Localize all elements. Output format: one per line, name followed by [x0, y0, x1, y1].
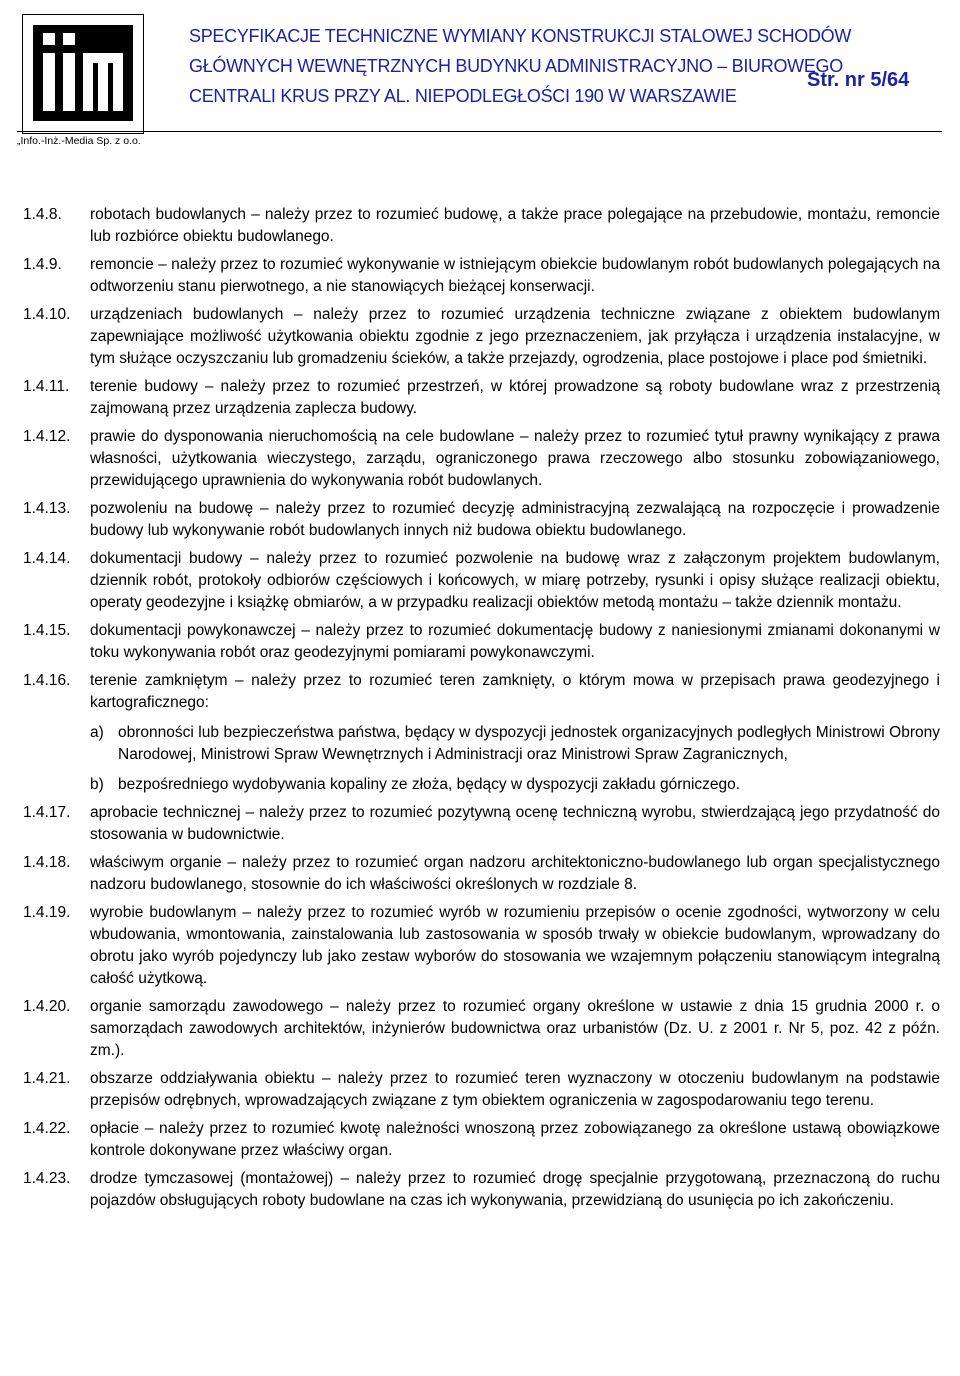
definitions-list: [23, 204, 940, 1218]
definition-subitem: [90, 774, 940, 796]
definition-number: 1.4.19.: [23, 904, 71, 921]
subitem-letter: b): [90, 776, 104, 793]
definition-text: pozwoleniu na budowę – należy przez to rozumieć decyzję administracyjną zezwalającą na rozpoczęcie i prowadzenie budowy lub wykonywanie robót budowlanych innych niż budowa obiektu budowlanego.: [90, 500, 940, 539]
definition-text: urządzeniach budowlanych – należy przez to rozumieć urządzenia techniczne związane z obiektem budowlanym zapewniające możliwość użytkowania obiektu zgodnie z jego przeznaczeniem, jak przyłącza i urządzenia instalacyjne, w tym służące oczyszczaniu lub gromadzeniu ścieków, a także przejazdy, ogrodzenia, place postojowe i place pod śmietniki.: [90, 306, 940, 367]
definition-item: [23, 204, 940, 248]
company-name: „Info.-Inż.-Media Sp. z o.o.: [17, 135, 141, 147]
definition-text: obszarze oddziaływania obiektu – należy przez to rozumieć teren wyznaczony w otoczeniu budowlanym na podstawie przepisów odrębnych, wprowadzających związane z tym obiektem ograniczenia w zagospodarowaniu tego terenu.: [90, 1070, 940, 1109]
definition-text: dokumentacji budowy – należy przez to rozumieć pozwolenie na budowę wraz z załączonym projektem budowlanym, dziennik robót, protokoły odbiorów częściowych i końcowych, w miarę potrzeby, rysunki i opisy służące realizacji obiektu, operaty geodezyjne i książkę obmiarów, a w przypadku realizacji obiektów metodą montażu – także dziennik montażu.: [90, 550, 940, 611]
definition-text: remoncie – należy przez to rozumieć wykonywanie w istniejącym obiekcie budowlanym robót budowlanych polegających na odtworzeniu stanu pierwotnego, a nie stanowiących bieżącej konserwacji.: [90, 256, 940, 295]
definition-item: [23, 426, 940, 492]
subitem-letter: a): [90, 724, 104, 741]
definition-text: opłacie – należy przez to rozumieć kwotę należności wnoszoną przez zobowiązanego za określone ustawą obowiązkowe kontrole dokonywane przez właściwy organ.: [90, 1120, 940, 1159]
header-title-line-2: GŁÓWNYCH WEWNĘTRZNYCH BUDYNKU ADMINISTRACYJNO – BIUROWEGO: [189, 56, 843, 76]
definition-number: 1.4.18.: [23, 854, 71, 871]
definition-text: aprobacie technicznej – należy przez to rozumieć pozytywną ocenę techniczną wyrobu, stwierdzającą jego przydatność do stosowania w budownictwie.: [90, 804, 940, 843]
definition-number: 1.4.16.: [23, 672, 71, 689]
definition-text: terenie budowy – należy przez to rozumieć przestrzeń, w której prowadzone są roboty budowlane wraz z przestrzenią zajmowaną przez urządzenia zaplecza budowy.: [90, 378, 940, 417]
definition-number: 1.4.8.: [23, 206, 62, 223]
definition-number: 1.4.21.: [23, 1070, 71, 1087]
definition-text: organie samorządu zawodowego – należy przez to rozumieć organy określone w ustawie z dnia 15 grudnia 2000 r. o samorządach zawodowych architektów, inżynierów budownictwa oraz urbanistów (Dz. U. z 2001 r. Nr 5, poz. 42 z późn. zm.).: [90, 998, 940, 1059]
definition-item: [23, 254, 940, 298]
definition-text: drodze tymczasowej (montażowej) – należy przez to rozumieć drogę specjalnie przygotowaną, przeznaczoną do ruchu pojazdów obsługujących roboty budowlane na czas ich wykonywania, przewidzianą do usunięcia po ich zakończeniu.: [90, 1170, 940, 1209]
definition-number: 1.4.20.: [23, 998, 71, 1015]
definition-item: [23, 996, 940, 1062]
definition-item: [23, 498, 940, 542]
page-header: [17, 14, 942, 147]
iim-logo-icon: [33, 25, 133, 121]
definition-item: [23, 304, 940, 370]
definition-text: prawie do dysponowania nieruchomością na cele budowlane – należy przez to rozumieć tytuł prawny wynikający z prawa własności, użytkowania wieczystego, zarządu, ograniczonego prawa rzeczowego albo stosunku zobowiązaniowego, przewidującego uprawnienia do wykonywania robót budowlanych.: [90, 428, 940, 489]
definition-text: dokumentacji powykonawczej – należy przez to rozumieć dokumentację budowy z naniesionymi zmianami dokonanymi w toku wykonywania robót oraz geodezyjnymi pomiarami powykonawczymi.: [90, 622, 940, 661]
definition-number: 1.4.9.: [23, 256, 62, 273]
definition-item: [23, 1118, 940, 1162]
subitem-text: obronności lub bezpieczeństwa państwa, będący w dyspozycji jednostek organizacyjnych podległych Ministrowi Obrony Narodowej, Ministrowi Spraw Wewnętrznych i Administracji oraz Ministrowi Spraw Zagranicznych,: [118, 724, 940, 763]
header-titles: [189, 21, 852, 111]
definition-item: [23, 376, 940, 420]
definition-number: 1.4.15.: [23, 622, 71, 639]
definition-text: robotach budowlanych – należy przez to rozumieć budowę, a także prace polegające na przebudowie, montażu, remoncie lub rozbiórce obiektu budowlanego.: [90, 206, 940, 245]
definition-item: [23, 670, 940, 796]
definition-number: 1.4.23.: [23, 1170, 71, 1187]
definition-text: wyrobie budowlanym – należy przez to rozumieć wyrób w rozumieniu przepisów o ocenie zgodności, wytworzony w celu wbudowania, wmontowania, zainstalowania lub zastosowania w sposób trwały w obiekcie budowlanym, wprowadzany do obrotu jako wyrób pojedynczy lub jako zestaw wyborów do stosowania we wzajemnym połączeniu stanowiącym integralną całość użytkową.: [90, 904, 940, 987]
definition-item: [23, 852, 940, 896]
definition-text: terenie zamkniętym – należy przez to rozumieć teren zamknięty, o którym mowa w przepisach prawa geodezyjnego i kartograficznego:: [90, 672, 940, 711]
definition-item: [23, 802, 940, 846]
page-number: Str. nr 5/64: [807, 69, 910, 91]
header-title-line-3: CENTRALI KRUS PRZY AL. NIEPODLEGŁOŚCI 190 W WARSZAWIE: [189, 86, 737, 106]
definition-subitem: [90, 722, 940, 766]
header-divider: [17, 131, 942, 132]
definition-number: 1.4.14.: [23, 550, 71, 567]
header-title-line-1: SPECYFIKACJE TECHNICZNE WYMIANY KONSTRUKCJI STALOWEJ SCHODÓW: [189, 26, 852, 46]
definition-text: właściwym organie – należy przez to rozumieć organ nadzoru architektoniczno-budowlanego lub organ specjalistycznego nadzoru budowlanego, stosownie do ich właściwości określonych w rozdziale 8.: [90, 854, 940, 893]
definition-item: [23, 620, 940, 664]
definition-number: 1.4.12.: [23, 428, 71, 445]
subitem-text: bezpośredniego wydobywania kopaliny ze złoża, będący w dyspozycji zakładu górniczego.: [118, 776, 741, 793]
definition-number: 1.4.17.: [23, 804, 71, 821]
definition-number: 1.4.10.: [23, 306, 71, 323]
definition-item: [23, 548, 940, 614]
definition-number: 1.4.11.: [23, 378, 70, 395]
logo: [22, 14, 144, 134]
definition-item: [23, 1168, 940, 1212]
definition-number: 1.4.22.: [23, 1120, 71, 1137]
definition-number: 1.4.13.: [23, 500, 71, 517]
definition-item: [23, 902, 940, 990]
definition-item: [23, 1068, 940, 1112]
